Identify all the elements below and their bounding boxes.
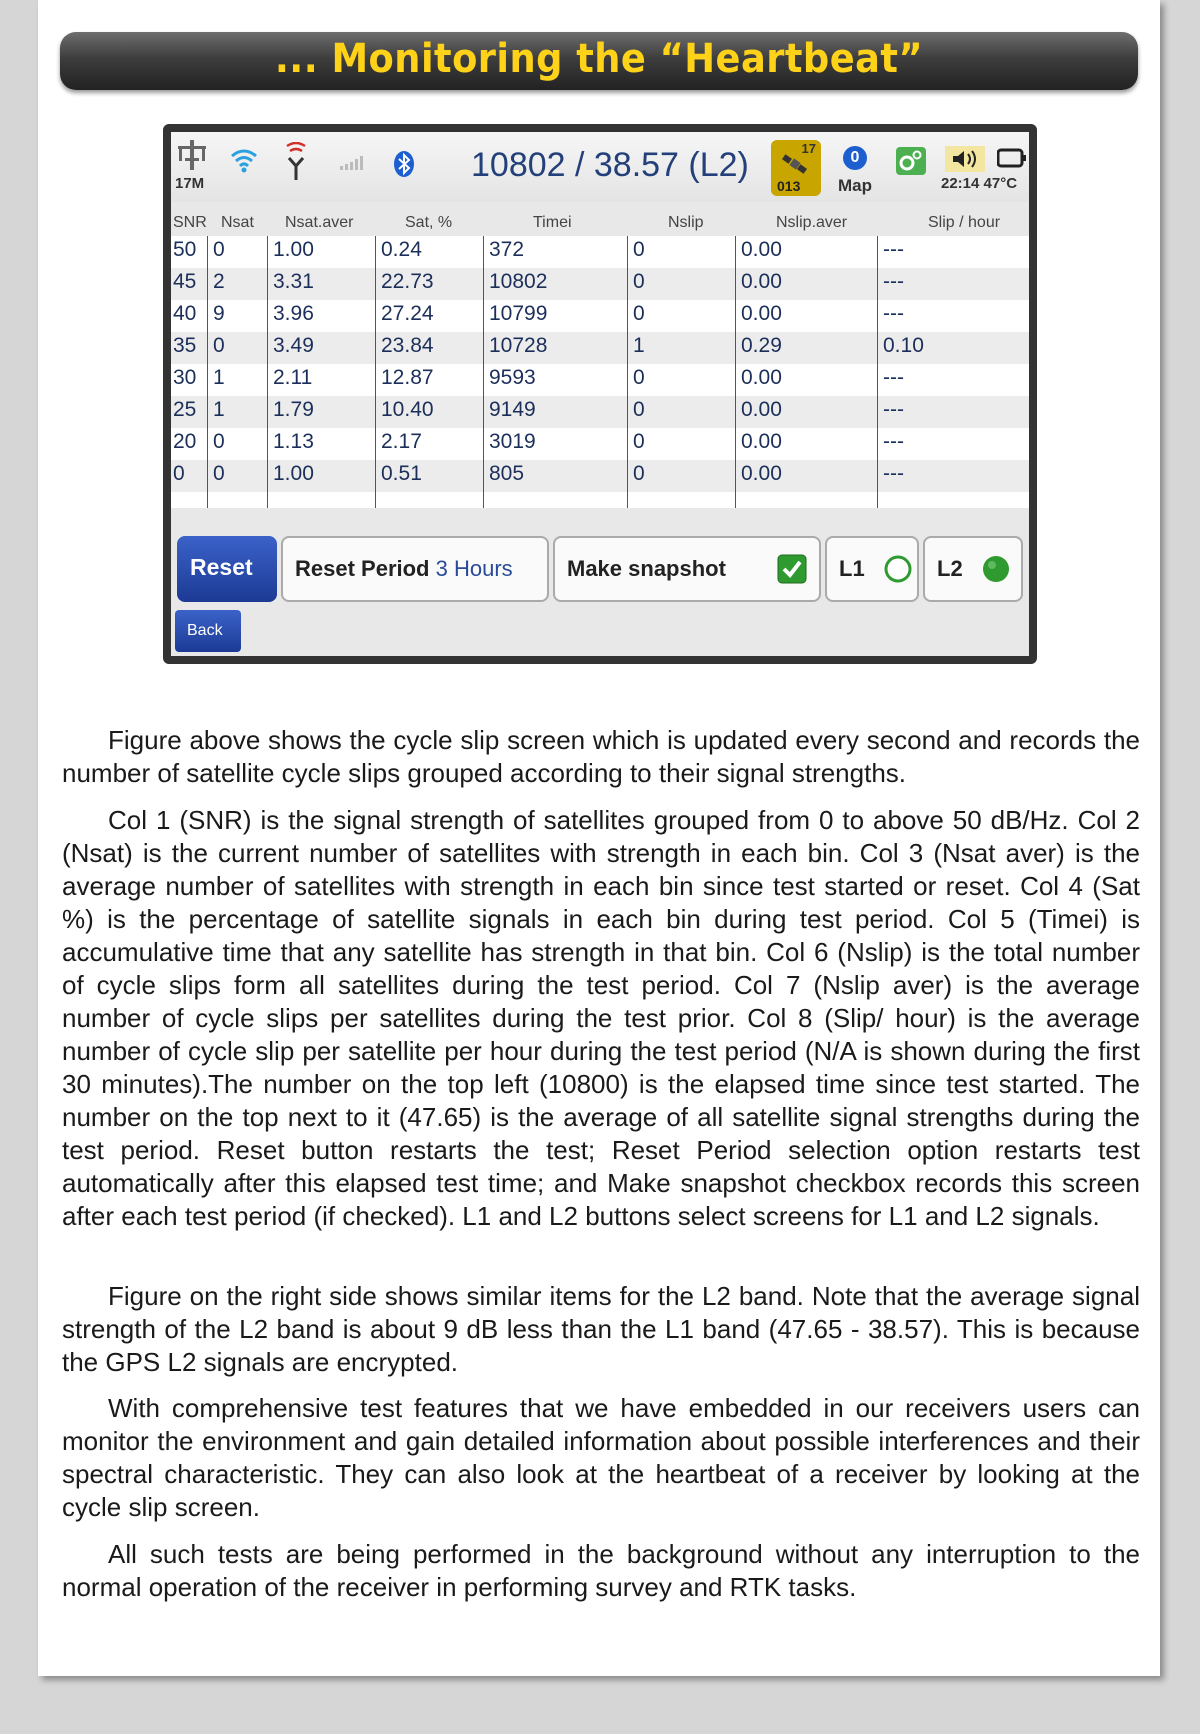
col-header-nsat-aver: Nsat.aver [285,214,354,231]
table-row [171,236,1029,268]
l1-label: L1 [839,556,865,581]
table-cell: 3.49 [273,334,314,357]
column-divider [375,236,376,508]
table-cell: 0.00 [741,398,782,421]
table-cell: 1 [633,334,645,357]
receiver-device [163,124,1037,664]
table-cell: 2 [213,270,225,293]
back-label: Back [187,622,223,639]
bluetooth-icon [393,150,415,178]
table-cell: 0 [633,270,645,293]
table-cell: 45 [173,270,197,293]
table-cell: 0 [173,462,185,485]
table-cell: 0.00 [741,270,782,293]
reset-period-value: 3 Hours [435,556,513,581]
paragraph-5: All such tests are being performed in the background without any interruption to the normal operation of the receiver in performing survey and RTK tasks. [62,1539,1140,1602]
table-row [171,268,1029,300]
reset-period-button[interactable] [281,536,549,602]
table-cell: 0 [633,366,645,389]
reset-button[interactable] [177,536,277,602]
table-cell: 0.10 [883,334,924,357]
table-cell: 372 [489,238,525,261]
table-cell: 10728 [489,334,548,357]
temperature: 47°C [983,175,1018,192]
column-divider [735,236,736,508]
table-cell: 10802 [489,270,548,293]
datalink-label: 17M [175,175,205,192]
col-header-nsat: Nsat [221,214,254,231]
table-cell: 805 [489,462,525,485]
status-bar [171,132,1029,202]
table-cell: 0 [633,238,645,261]
table-cell: 0.00 [741,462,782,485]
cellular-signal-icon [339,154,367,170]
paragraph-3: Figure on the right side shows similar items for the L2 band. Note that the average signal strength of the L2 band is about 9 dB less than the L1 band (47.65 - 38.57). This is because the GPS L2 signals are encrypted. [62,1281,1140,1377]
table-cell: 1.79 [273,398,314,421]
table-cell: 23.84 [381,334,434,357]
table-cell: 3.96 [273,302,314,325]
table-cell: 0 [633,462,645,485]
satellites-tracked-count: 17 [801,141,816,156]
paragraph-1: Figure above shows the cycle slip screen which is updated every second and records the number of satellite cycle slips grouped according to their signal strengths. [62,725,1140,788]
clock-time: 22:14 [941,175,980,192]
table-cell: --- [883,238,904,261]
table-cell: 1.00 [273,462,314,485]
paragraph-2: Col 1 (SNR) is the signal strength of satellites grouped from 0 to above 50 dB/Hz. Col 2 (Nsat) is the current number of satellites with strength in each bin. Col 3 (Nsat aver) is the average number of satellites with strength in each bin since test started or reset. Col 4 (Sat %) is the percentage of satellite signals in each bin during test period. Col 5 (Timei) is accumulative time that any satellite has strength in that bin. Col 6 (Nslip) is the total number of cycle slips form all satellites during the test period. Col 7 (Nslip aver) is the average number of cycle slips per satellites during the test prior. Col 8 (Slip/ hour) is the average number of cycle slip per satellite per hour during the test period (N/A is shown during the first 30 minutes).The number on the top left (10800) is the elapsed time since test started. The number on the top next to it (47.65) is the average of all satellite signal strengths during the test period. Reset button restarts the test; Reset Period selection option restarts test automatically after this elapsed test time; and Make snapshot checkbox records this screen after each test period (if checked). L1 and L2 buttons select screens for L1 and L2 signals. [62,805,1140,1231]
col-header-slip-hour: Slip / hour [928,214,1001,231]
column-divider [207,236,208,508]
table-cell: 0.24 [381,238,422,261]
radio-antenna-icon [283,142,309,182]
paragraph-4: With comprehensive test features that we have embedded in our receivers users can monitor the environment and gain detailed information about possible interferences and their spectral characteristic. They can also look at the heartbeat of a receiver by looking at the cycle slip screen. [62,1393,1140,1522]
table-cell: 22.73 [381,270,434,293]
table-cell: --- [883,430,904,453]
column-divider [267,236,268,508]
satellite-icon [781,152,809,176]
table-row [171,460,1029,492]
satellites-button[interactable] [771,140,821,196]
reset-label: Reset [190,554,253,580]
satellites-used-count: 013 [777,178,801,194]
wifi-icon [229,146,259,174]
page [38,0,1160,1676]
table-cell: 3019 [489,430,536,453]
table-row [171,396,1029,428]
table-cell: --- [883,462,904,485]
table-cell: 3.31 [273,270,314,293]
table-cell: 20 [173,430,197,453]
make-snapshot-button[interactable] [553,536,821,602]
page-title: ... Monitoring the “Heartbeat” [274,36,924,82]
table-cell: --- [883,398,904,421]
table-cell: 0 [213,430,225,453]
make-snapshot-label: Make snapshot [567,556,726,581]
settings-gear-icon[interactable] [895,146,927,176]
col-header-snr: SNR [173,214,207,231]
map-badge: 0 [843,146,867,170]
table-cell: 0.00 [741,238,782,261]
table-cell: 0 [213,238,225,261]
table-cell: 9149 [489,398,536,421]
table-row [171,428,1029,460]
table-cell: 1.00 [273,238,314,261]
l1-radio-icon [883,554,913,584]
col-header-nslip-aver: Nslip.aver [776,214,848,231]
table-cell: 1 [213,398,225,421]
table-cell: 2.17 [381,430,422,453]
table-cell: 0.29 [741,334,782,357]
table-cell: 2.11 [273,366,313,389]
table-cell: --- [883,270,904,293]
table-cell: 1.13 [273,430,314,453]
l2-band-button[interactable] [923,536,1023,602]
table-row [171,332,1029,364]
cycle-slip-screen [171,132,1029,656]
table-cell: 10.40 [381,398,434,421]
battery-icon [997,148,1027,168]
speaker-icon[interactable] [945,146,985,172]
heading-banner [60,32,1138,90]
table-cell: 0.00 [741,430,782,453]
l2-label: L2 [937,556,963,581]
table-cell: 25 [173,398,197,421]
col-header-timei: Timei [533,214,572,231]
table-cell: 40 [173,302,197,325]
table-cell: 0 [633,302,645,325]
col-header-sat-pct: Sat, % [405,214,453,231]
table-cell: 0.00 [741,366,782,389]
table-cell: 35 [173,334,197,357]
column-divider [483,236,484,508]
table-cell: 9 [213,302,225,325]
table-cell: 0 [633,430,645,453]
table-cell: --- [883,302,904,325]
reset-period-label: Reset Period [295,556,430,581]
snapshot-checkbox-icon[interactable] [777,554,807,584]
table-row [171,364,1029,396]
table-cell: 12.87 [381,366,434,389]
table-cell: 27.24 [381,302,434,325]
table-cell: 0 [213,462,225,485]
clock-temperature [941,175,1017,192]
table-cell: 50 [173,238,197,261]
table-cell: 30 [173,366,197,389]
table-cell: 0 [633,398,645,421]
network-icon [175,140,209,174]
table-cell: 10799 [489,302,548,325]
table-cell: 0.00 [741,302,782,325]
table-cell: 1 [213,366,225,389]
l2-radio-icon [981,554,1011,584]
column-divider [627,236,628,508]
elapsed-avg-readout: 10802 / 38.57 (L2) [471,146,749,184]
cycle-slip-table [171,236,1029,508]
table-row [171,300,1029,332]
map-label: Map [838,176,872,195]
table-cell: --- [883,366,904,389]
back-button[interactable] [175,610,241,652]
table-cell: 0.51 [381,462,422,485]
table-cell: 9593 [489,366,536,389]
column-divider [877,236,878,508]
col-header-nslip: Nslip [668,214,704,231]
table-cell: 0 [213,334,225,357]
l1-band-button[interactable] [825,536,919,602]
